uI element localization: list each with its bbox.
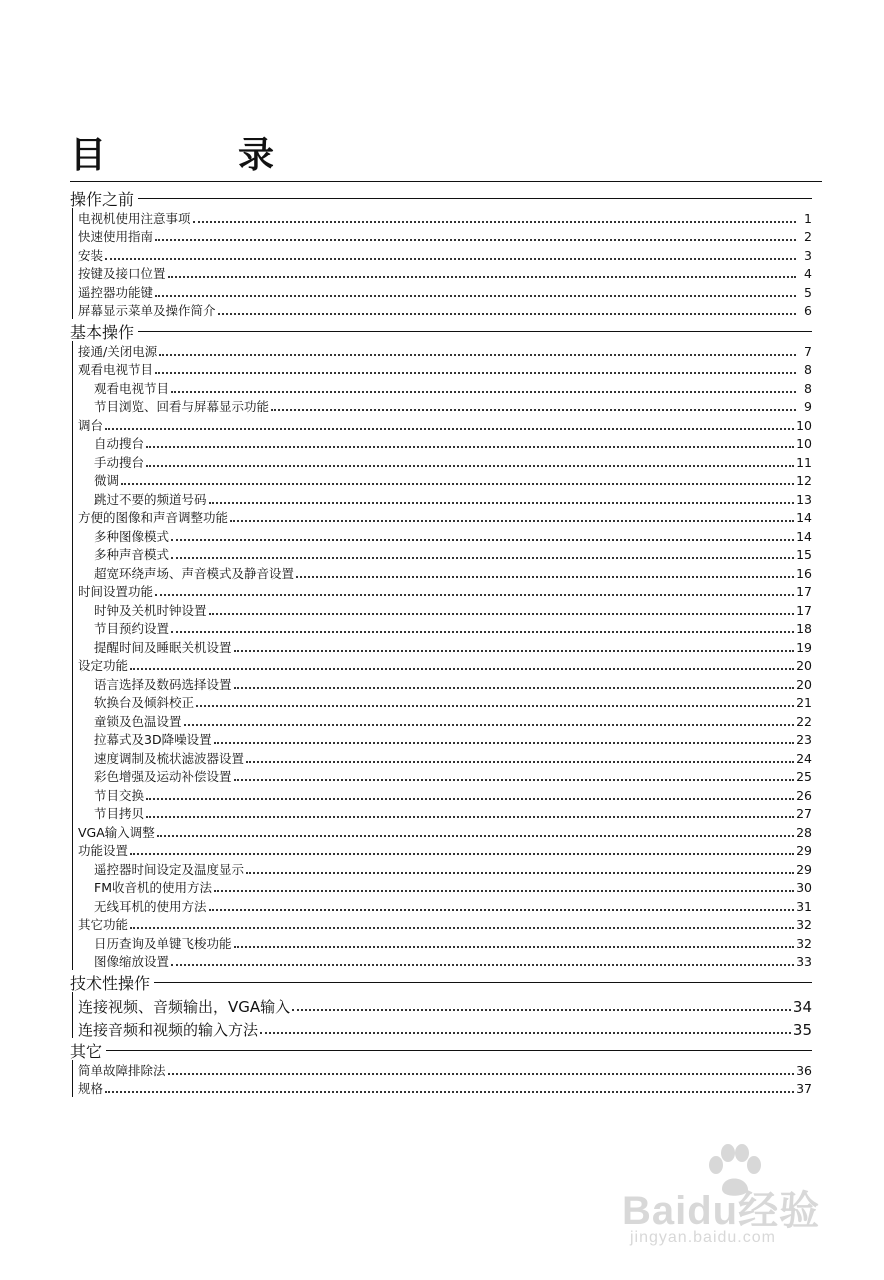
toc-page-number: 1 <box>804 210 812 226</box>
section-rule <box>154 982 812 983</box>
toc-entry[interactable] <box>78 785 812 804</box>
dot-leader <box>168 276 796 278</box>
toc-entry[interactable] <box>78 227 812 246</box>
toc-entry-label: 拉幕式及3D降噪设置 <box>94 732 212 747</box>
dot-leader <box>193 221 796 223</box>
toc-page-number: 4 <box>804 266 812 281</box>
section-header <box>70 972 812 992</box>
dot-leader <box>171 631 794 633</box>
toc-page-number: 8 <box>804 380 812 396</box>
section-entries <box>72 208 812 319</box>
toc-page-number: 23 <box>796 732 812 747</box>
dot-leader <box>146 816 794 818</box>
section-header <box>70 321 812 341</box>
toc-entry-label: 超宽环绕声场、声音模式及静音设置 <box>94 565 295 581</box>
toc-entry[interactable] <box>78 1079 812 1098</box>
dot-leader <box>246 872 794 874</box>
toc-page-number: 5 <box>804 284 812 300</box>
toc-entry[interactable] <box>78 301 812 320</box>
toc-entry-label: 跳过不要的频道号码 <box>94 491 207 507</box>
toc-page-number: 13 <box>796 491 812 507</box>
toc-entry-label: 时钟及关机时钟设置 <box>94 602 207 618</box>
dot-leader <box>209 909 795 911</box>
dot-leader <box>155 239 796 241</box>
toc-header <box>70 136 822 180</box>
toc-entry-label: 其它功能 <box>78 917 129 932</box>
toc-entry-label: 节目浏览、回看与屏幕显示功能 <box>94 399 270 414</box>
dot-leader <box>171 964 794 966</box>
toc-entry[interactable] <box>78 582 812 601</box>
section-title: 技术性操作 <box>70 973 151 993</box>
toc-entry[interactable] <box>78 526 812 545</box>
dot-leader <box>146 798 794 800</box>
toc-entry-label: 节目拷贝 <box>94 806 145 821</box>
section-entries <box>72 341 812 970</box>
toc-entry-label: 电视机使用注意事项 <box>78 210 191 226</box>
section-entries <box>72 1060 812 1097</box>
section-title: 其它 <box>70 1041 103 1061</box>
dot-leader <box>155 295 796 297</box>
toc-page-number: 29 <box>796 843 812 858</box>
toc-page-number: 19 <box>796 639 812 655</box>
toc-entry[interactable] <box>78 397 812 416</box>
toc-entry-label: 自动搜台 <box>94 436 145 451</box>
toc-entry[interactable] <box>78 1060 812 1079</box>
dot-leader <box>214 742 795 744</box>
toc-entry[interactable] <box>78 264 812 283</box>
toc-entry[interactable] <box>78 489 812 508</box>
toc-entry-label: 观看电视节目 <box>94 380 170 396</box>
dot-leader <box>146 446 794 448</box>
toc-entry[interactable] <box>78 434 812 453</box>
toc-entry-label: 功能设置 <box>78 843 129 858</box>
toc-section <box>70 321 812 970</box>
toc-entry-label: 时间设置功能 <box>78 584 154 599</box>
toc-entry[interactable] <box>78 452 812 471</box>
section-title: 基本操作 <box>70 322 135 342</box>
toc-entry[interactable] <box>78 841 812 860</box>
toc-entry[interactable] <box>78 656 812 675</box>
dot-leader <box>260 1032 791 1034</box>
toc-entry-label: 屏幕显示菜单及操作简介 <box>78 303 216 318</box>
toc-entry-label: 接通/关闭电源 <box>78 343 158 359</box>
toc-entry-label: 速度调制及梳状滤波器设置 <box>94 750 245 766</box>
toc-entry[interactable] <box>78 619 812 638</box>
toc-entry[interactable] <box>78 878 812 897</box>
toc-page-number: 12 <box>796 473 812 488</box>
toc-page-number: 27 <box>796 806 812 821</box>
toc-page-number: 8 <box>804 362 812 377</box>
toc-entry-label: 节目交换 <box>94 787 145 803</box>
toc-section <box>70 972 812 1038</box>
toc-entry[interactable] <box>78 674 812 693</box>
toc-entry-label: 快速使用指南 <box>78 229 154 244</box>
title-divider <box>70 181 822 182</box>
dot-leader <box>157 835 794 837</box>
toc-page-number: 2 <box>804 229 812 244</box>
dot-leader <box>159 354 796 356</box>
toc-page-number: 10 <box>796 436 812 451</box>
toc-entry-label: 遥控器时间设定及温度显示 <box>94 861 245 877</box>
toc-page-number: 34 <box>792 998 812 1016</box>
dot-leader <box>234 779 795 781</box>
toc-entry[interactable] <box>78 933 812 952</box>
toc-entry-label: FM收音机的使用方法 <box>94 880 212 895</box>
toc-section <box>70 188 812 319</box>
section-rule <box>138 331 812 332</box>
toc-page-number: 16 <box>796 565 812 581</box>
dot-leader <box>105 258 796 260</box>
section-rule <box>138 198 812 199</box>
toc-entry-label: 简单故障排除法 <box>78 1062 166 1078</box>
toc-entry[interactable] <box>78 915 812 934</box>
toc-entry-label: 多种图像模式 <box>94 528 170 544</box>
dot-leader <box>168 1073 795 1075</box>
toc-page-number: 26 <box>796 787 812 803</box>
toc-entry-label: 按键及接口位置 <box>78 266 166 281</box>
toc-page-number: 17 <box>796 584 812 599</box>
dot-leader <box>214 890 794 892</box>
watermark-logo-text: Baidu经验 <box>622 1189 821 1233</box>
section-title: 操作之前 <box>70 189 135 209</box>
dot-leader <box>171 539 794 541</box>
toc-entry[interactable] <box>78 730 812 749</box>
toc-entry[interactable] <box>78 508 812 527</box>
toc-entry-label: 彩色增强及运动补偿设置 <box>94 769 232 784</box>
toc-entry[interactable] <box>78 563 812 582</box>
dot-leader <box>209 502 795 504</box>
toc-entry[interactable] <box>78 341 812 360</box>
toc-entry-label: 设定功能 <box>78 658 129 673</box>
toc-page-number: 18 <box>796 621 812 636</box>
toc-entry-label: 提醒时间及睡眠关机设置 <box>94 639 232 655</box>
table-of-contents <box>70 186 812 1097</box>
toc-entry[interactable] <box>78 637 812 656</box>
section-entries <box>72 992 812 1038</box>
toc-entry-label: 观看电视节目 <box>78 362 154 377</box>
dot-leader <box>121 483 794 485</box>
toc-entry-label: VGA输入调整 <box>78 824 155 840</box>
toc-entry[interactable] <box>78 896 812 915</box>
toc-entry[interactable] <box>78 711 812 730</box>
toc-entry[interactable] <box>78 859 812 878</box>
toc-entry-label: 规格 <box>78 1081 104 1096</box>
toc-entry-label: 手动搜台 <box>94 454 145 470</box>
toc-entry[interactable] <box>78 804 812 823</box>
dot-leader <box>271 409 796 411</box>
toc-page-number: 3 <box>804 247 812 263</box>
toc-page-number: 32 <box>796 935 812 951</box>
toc-entry[interactable] <box>78 208 812 227</box>
toc-entry-label: 语言选择及数码选择设置 <box>94 676 232 692</box>
toc-page-number: 15 <box>796 547 812 562</box>
toc-page-number: 9 <box>804 399 812 414</box>
toc-entry[interactable] <box>78 360 812 379</box>
toc-page-number: 25 <box>796 769 812 784</box>
toc-entry[interactable] <box>78 693 812 712</box>
dot-leader <box>155 372 796 374</box>
dot-leader <box>105 428 794 430</box>
toc-entry-label: 微调 <box>94 473 120 488</box>
dot-leader <box>218 313 796 315</box>
toc-page-number: 30 <box>796 880 812 895</box>
toc-page-number: 14 <box>796 528 812 544</box>
section-rule <box>106 1050 812 1051</box>
toc-page-number: 20 <box>796 658 812 673</box>
toc-page-number: 7 <box>804 343 812 359</box>
dot-leader <box>146 465 794 467</box>
baidu-jingyan-watermark <box>622 1143 822 1253</box>
dot-leader <box>234 946 795 948</box>
dot-leader <box>296 576 794 578</box>
dot-leader <box>155 594 794 596</box>
toc-entry-label: 无线耳机的使用方法 <box>94 898 207 914</box>
toc-entry[interactable] <box>78 471 812 490</box>
watermark-url: jingyan.baidu.com <box>630 1229 776 1246</box>
toc-page-number: 32 <box>796 917 812 932</box>
toc-entry[interactable] <box>78 378 812 397</box>
toc-section <box>70 1040 812 1097</box>
toc-entry[interactable] <box>78 415 812 434</box>
dot-leader <box>234 687 795 689</box>
dot-leader <box>246 761 794 763</box>
dot-leader <box>171 391 796 393</box>
dot-leader <box>292 1009 791 1011</box>
toc-page-number: 28 <box>796 824 812 840</box>
dot-leader <box>130 927 794 929</box>
toc-page-number: 17 <box>796 602 812 618</box>
toc-entry-label: 童锁及色温设置 <box>94 713 182 729</box>
dot-leader <box>130 668 794 670</box>
dot-leader <box>130 853 794 855</box>
toc-page-number: 20 <box>796 676 812 692</box>
toc-page-number: 21 <box>796 695 812 710</box>
toc-entry-label: 图像缩放设置 <box>94 954 170 969</box>
toc-entry[interactable] <box>78 822 812 841</box>
toc-entry-label: 节目预约设置 <box>94 621 170 636</box>
toc-entry[interactable] <box>78 245 812 264</box>
toc-entry[interactable] <box>78 992 812 1015</box>
toc-page-number: 14 <box>796 510 812 525</box>
dot-leader <box>171 557 794 559</box>
section-header <box>70 188 812 208</box>
toc-entry[interactable] <box>78 600 812 619</box>
toc-page-number: 22 <box>796 713 812 729</box>
toc-page-number: 29 <box>796 861 812 877</box>
toc-entry-label: 连接视频、音频输出，VGA输入 <box>78 998 291 1016</box>
toc-entry[interactable] <box>78 767 812 786</box>
toc-entry[interactable] <box>78 282 812 301</box>
toc-page-number: 31 <box>796 898 812 914</box>
toc-entry-label: 多种声音模式 <box>94 547 170 562</box>
toc-page-number: 36 <box>796 1062 812 1078</box>
toc-page-number: 33 <box>796 954 812 969</box>
toc-page-number: 11 <box>796 454 812 470</box>
toc-page-number: 35 <box>792 1021 812 1039</box>
section-header <box>70 1040 812 1060</box>
dot-leader <box>209 613 795 615</box>
dot-leader <box>105 1091 794 1093</box>
toc-entry[interactable] <box>78 748 812 767</box>
toc-page-number: 6 <box>804 303 812 318</box>
toc-entry-label: 调台 <box>78 417 104 433</box>
toc-entry[interactable] <box>78 1015 812 1038</box>
dot-leader <box>196 705 794 707</box>
toc-entry-label: 软换台及倾斜校正 <box>94 695 195 710</box>
page-title: 目 录 <box>70 135 323 176</box>
dot-leader <box>184 724 795 726</box>
toc-entry-label: 遥控器功能键 <box>78 284 154 300</box>
toc-entry[interactable] <box>78 952 812 971</box>
toc-entry-label: 安装 <box>78 247 104 263</box>
toc-page-number: 24 <box>796 750 812 766</box>
dot-leader <box>230 520 794 522</box>
toc-entry-label: 日历查询及单键飞梭功能 <box>94 935 232 951</box>
dot-leader <box>234 650 795 652</box>
toc-entry-label: 连接音频和视频的输入方法 <box>78 1021 259 1039</box>
toc-page-number: 37 <box>796 1081 812 1096</box>
toc-page-number: 10 <box>796 417 812 433</box>
toc-entry-label: 方便的图像和声音调整功能 <box>78 510 229 525</box>
toc-entry[interactable] <box>78 545 812 564</box>
